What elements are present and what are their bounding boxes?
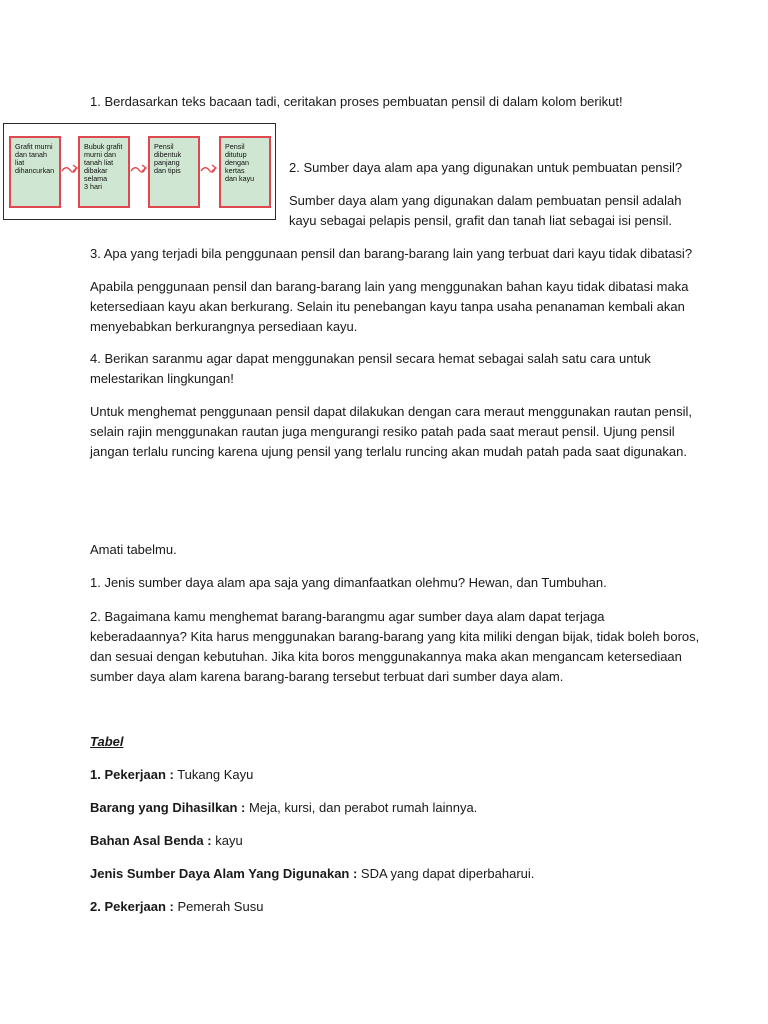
pekerjaan-1-row — [90, 765, 253, 785]
jenis-label: Jenis Sumber Daya Alam Yang Digunakan : — [90, 866, 358, 881]
amati-question-1: 1. Jenis sumber daya alam apa saja yang dimanfaatkan olehmu? Hewan, dan Tumbuhan. — [90, 575, 607, 590]
answer-3-line-3: menyebabkan berkurangnya persediaan kayu. — [90, 319, 358, 334]
amati-question-2-line-3: dan sesuai dengan kebutuhan. Jika kita boros menggunakannya maka akan mengancam ketersediaan — [90, 649, 682, 664]
question-4-line-1: 4. Berikan saranmu agar dapat menggunakan pensil secara hemat sebagai salah satu cara untuk — [90, 351, 651, 366]
answer-4-line-3: jangan terlalu runcing karena ujung pensil yang terlalu runcing akan mudah patah pada saat digunakan. — [90, 444, 687, 459]
question-2: 2. Sumber daya alam apa yang digunakan untuk pembuatan pensil? — [289, 160, 683, 175]
answer-4-line-2: selain rajin menggunakan rautan juga mengurangi resiko patah pada saat meraut pensil. Ujung pensil — [90, 424, 675, 439]
pekerjaan-2-label: 2. Pekerjaan : — [90, 899, 174, 914]
answer-4-line-1: Untuk menghemat penggunaan pensil dapat dilakukan dengan cara meraut menggunakan rautan pensil, — [90, 404, 693, 419]
jenis-value: SDA yang dapat diperbaharui. — [357, 866, 535, 881]
answer-3-line-1: Apabila penggunaan pensil dan barang-barang lain yang menggunakan bahan kayu tidak dibatasi maka — [90, 279, 689, 294]
bahan-row — [90, 831, 243, 851]
amati-heading: Amati tabelmu. — [90, 542, 177, 557]
bahan-label: Bahan Asal Benda : — [90, 833, 212, 848]
question-1: 1. Berdasarkan teks bacaan tadi, ceritakan proses pembuatan pensil di dalam kolom berikut! — [90, 94, 623, 109]
bahan-value: kayu — [211, 833, 243, 848]
answer-3-line-2: ketersediaan kayu akan berkurang. Selain itu penebangan kayu tanpa usaha penanaman kembali akan — [90, 299, 685, 314]
amati-question-2-line-2: keberadaannya? Kita harus menggunakan barang-barang yang kita miliki dengan bijak, tidak boleh boros, — [90, 629, 700, 644]
jenis-row — [90, 864, 534, 884]
barang-value: Meja, kursi, dan perabot rumah lainnya. — [245, 800, 478, 815]
amati-question-2-line-4: sumber daya alam karena barang-barang tersebut terbuat dari sumber daya alam. — [90, 669, 564, 684]
arrow-right-icon — [200, 162, 218, 176]
answer-2-line-1: Sumber daya alam yang digunakan dalam pembuatan pensil adalah — [289, 193, 682, 208]
process-step-3: Pensil dibentuk panjang dan tipis — [148, 136, 200, 208]
arrow-right-icon — [130, 162, 148, 176]
answer-2-line-2: kayu sebagai pelapis pensil, grafit dan tanah liat sebagai isi pensil. — [289, 213, 673, 228]
pekerjaan-2-row — [90, 897, 263, 917]
question-3: 3. Apa yang terjadi bila penggunaan pensil dan barang-barang lain yang terbuat dari kayu tidak dibatasi? — [90, 246, 693, 261]
tabel-heading: Tabel — [90, 734, 124, 749]
pekerjaan-2-value: Pemerah Susu — [173, 899, 264, 914]
barang-label: Barang yang Dihasilkan : — [90, 800, 246, 815]
process-step-2: Bubuk grafit murni dan tanah liat dibakar selama 3 hari — [78, 136, 130, 208]
arrow-right-icon — [61, 162, 79, 176]
pekerjaan-1-value: Tukang Kayu — [173, 767, 254, 782]
barang-row — [90, 798, 477, 818]
pekerjaan-1-label: 1. Pekerjaan : — [90, 767, 174, 782]
question-4-line-2: melestarikan lingkungan! — [90, 371, 234, 386]
pencil-process-diagram — [3, 123, 276, 220]
process-step-1: Grafit murni dan tanah liat dihancurkan — [9, 136, 61, 208]
process-step-4: Pensil ditutup dengan kertas dan kayu — [219, 136, 271, 208]
amati-question-2-line-1: 2. Bagaimana kamu menghemat barang-barangmu agar sumber daya alam dapat terjaga — [90, 609, 605, 624]
